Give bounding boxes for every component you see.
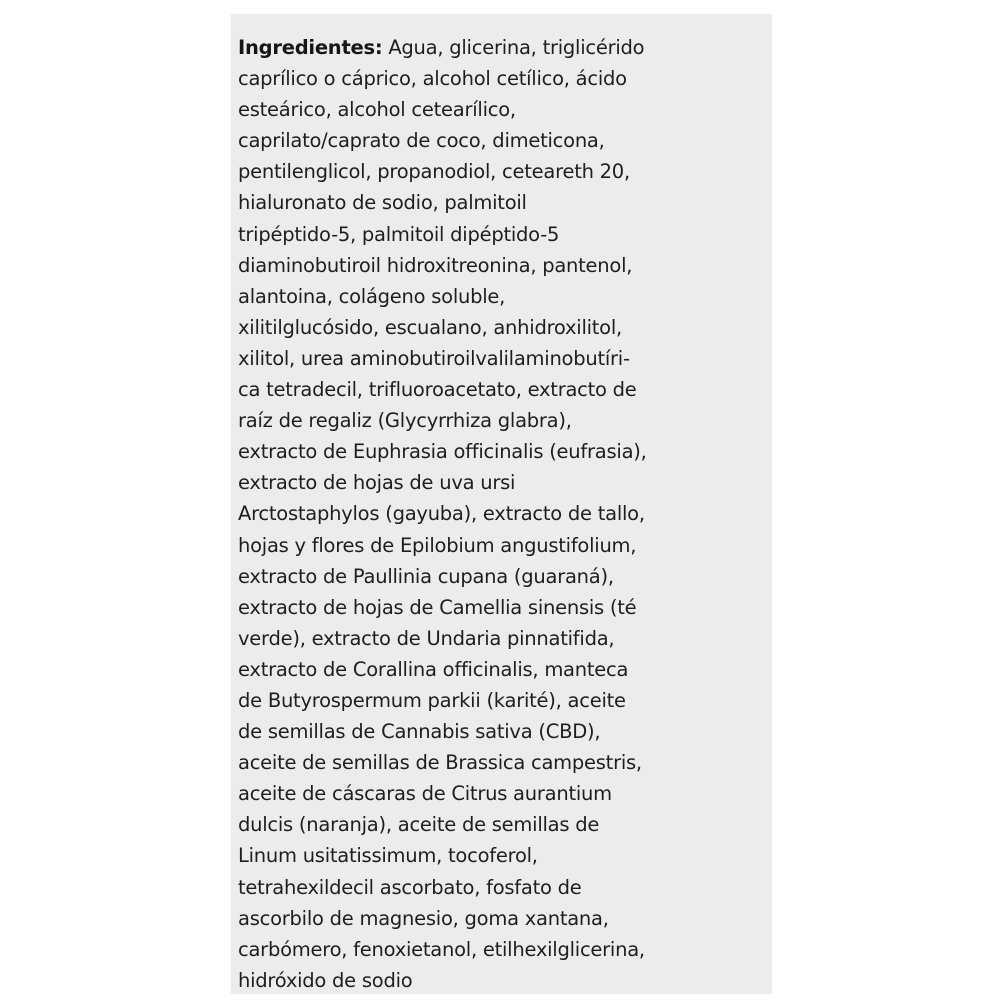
ingredients-line: esteárico, alcohol cetearílico, bbox=[238, 98, 516, 122]
ingredients-line bbox=[238, 32, 772, 63]
ingredients-line-text: Agua, glicerina, triglicérido bbox=[382, 36, 645, 59]
ingredients-line: de semillas de Cannabis sativa (CBD), bbox=[238, 720, 601, 744]
ingredients-line: hialuronato de sodio, palmitoil bbox=[238, 191, 527, 215]
ingredients-line: pentilenglicol, propanodiol, ceteareth 20, bbox=[238, 160, 630, 184]
ingredients-line: ascorbilo de magnesio, goma xantana, bbox=[238, 906, 609, 930]
ingredients-line: raíz de regaliz (Glycyrrhiza glabra), bbox=[238, 409, 572, 433]
ingredients-line: caprilato/caprato de coco, dimeticona, bbox=[238, 129, 605, 153]
ingredients-panel bbox=[231, 14, 772, 994]
ingredients-line: ca tetradecil, trifluoroacetato, extracto de bbox=[238, 378, 637, 402]
ingredients-line: aceite de cáscaras de Citrus aurantium bbox=[238, 782, 612, 806]
ingredients-line: hojas y flores de Epilobium angustifolium, bbox=[238, 533, 637, 557]
ingredients-line: tripéptido-5, palmitoil dipéptido-5 bbox=[238, 222, 560, 246]
ingredients-line: extracto de Paullinia cupana (guaraná), bbox=[238, 564, 614, 588]
ingredients-text bbox=[238, 32, 772, 996]
ingredients-line: aceite de semillas de Brassica campestris, bbox=[238, 751, 642, 775]
ingredients-line: xilitol, urea aminobutiroilvalilaminobutíri- bbox=[238, 346, 630, 370]
ingredients-line: carbómero, fenoxietanol, etilhexilglicerina, bbox=[238, 937, 645, 961]
ingredients-line: tetrahexildecil ascorbato, fosfato de bbox=[238, 875, 582, 899]
ingredients-line: de Butyrospermum parkii (karité), aceite bbox=[238, 688, 626, 712]
ingredients-heading: Ingredientes: bbox=[238, 36, 383, 59]
ingredients-line: dulcis (naranja), aceite de semillas de bbox=[238, 813, 600, 837]
ingredients-line: Linum usitatissimum, tocoferol, bbox=[238, 844, 538, 868]
ingredients-line: hidróxido de sodio bbox=[238, 968, 413, 992]
ingredients-line: extracto de Corallina officinalis, manteca bbox=[238, 657, 629, 681]
ingredients-line: diaminobutiroil hidroxitreonina, pantenol, bbox=[238, 253, 633, 277]
ingredients-line: alantoina, colágeno soluble, bbox=[238, 284, 506, 308]
ingredients-line: Arctostaphylos (gayuba), extracto de tallo, bbox=[238, 502, 645, 526]
ingredients-line: xilitilglucósido, escualano, anhidroxilitol, bbox=[238, 315, 622, 339]
ingredients-line: extracto de hojas de uva ursi bbox=[238, 471, 516, 495]
ingredients-line: verde), extracto de Undaria pinnatifida, bbox=[238, 626, 615, 650]
ingredients-line: extracto de hojas de Camellia sinensis (té bbox=[238, 595, 637, 619]
ingredients-line: extracto de Euphrasia officinalis (eufrasia), bbox=[238, 440, 647, 464]
ingredients-line: caprílico o cáprico, alcohol cetílico, ácido bbox=[238, 67, 627, 91]
